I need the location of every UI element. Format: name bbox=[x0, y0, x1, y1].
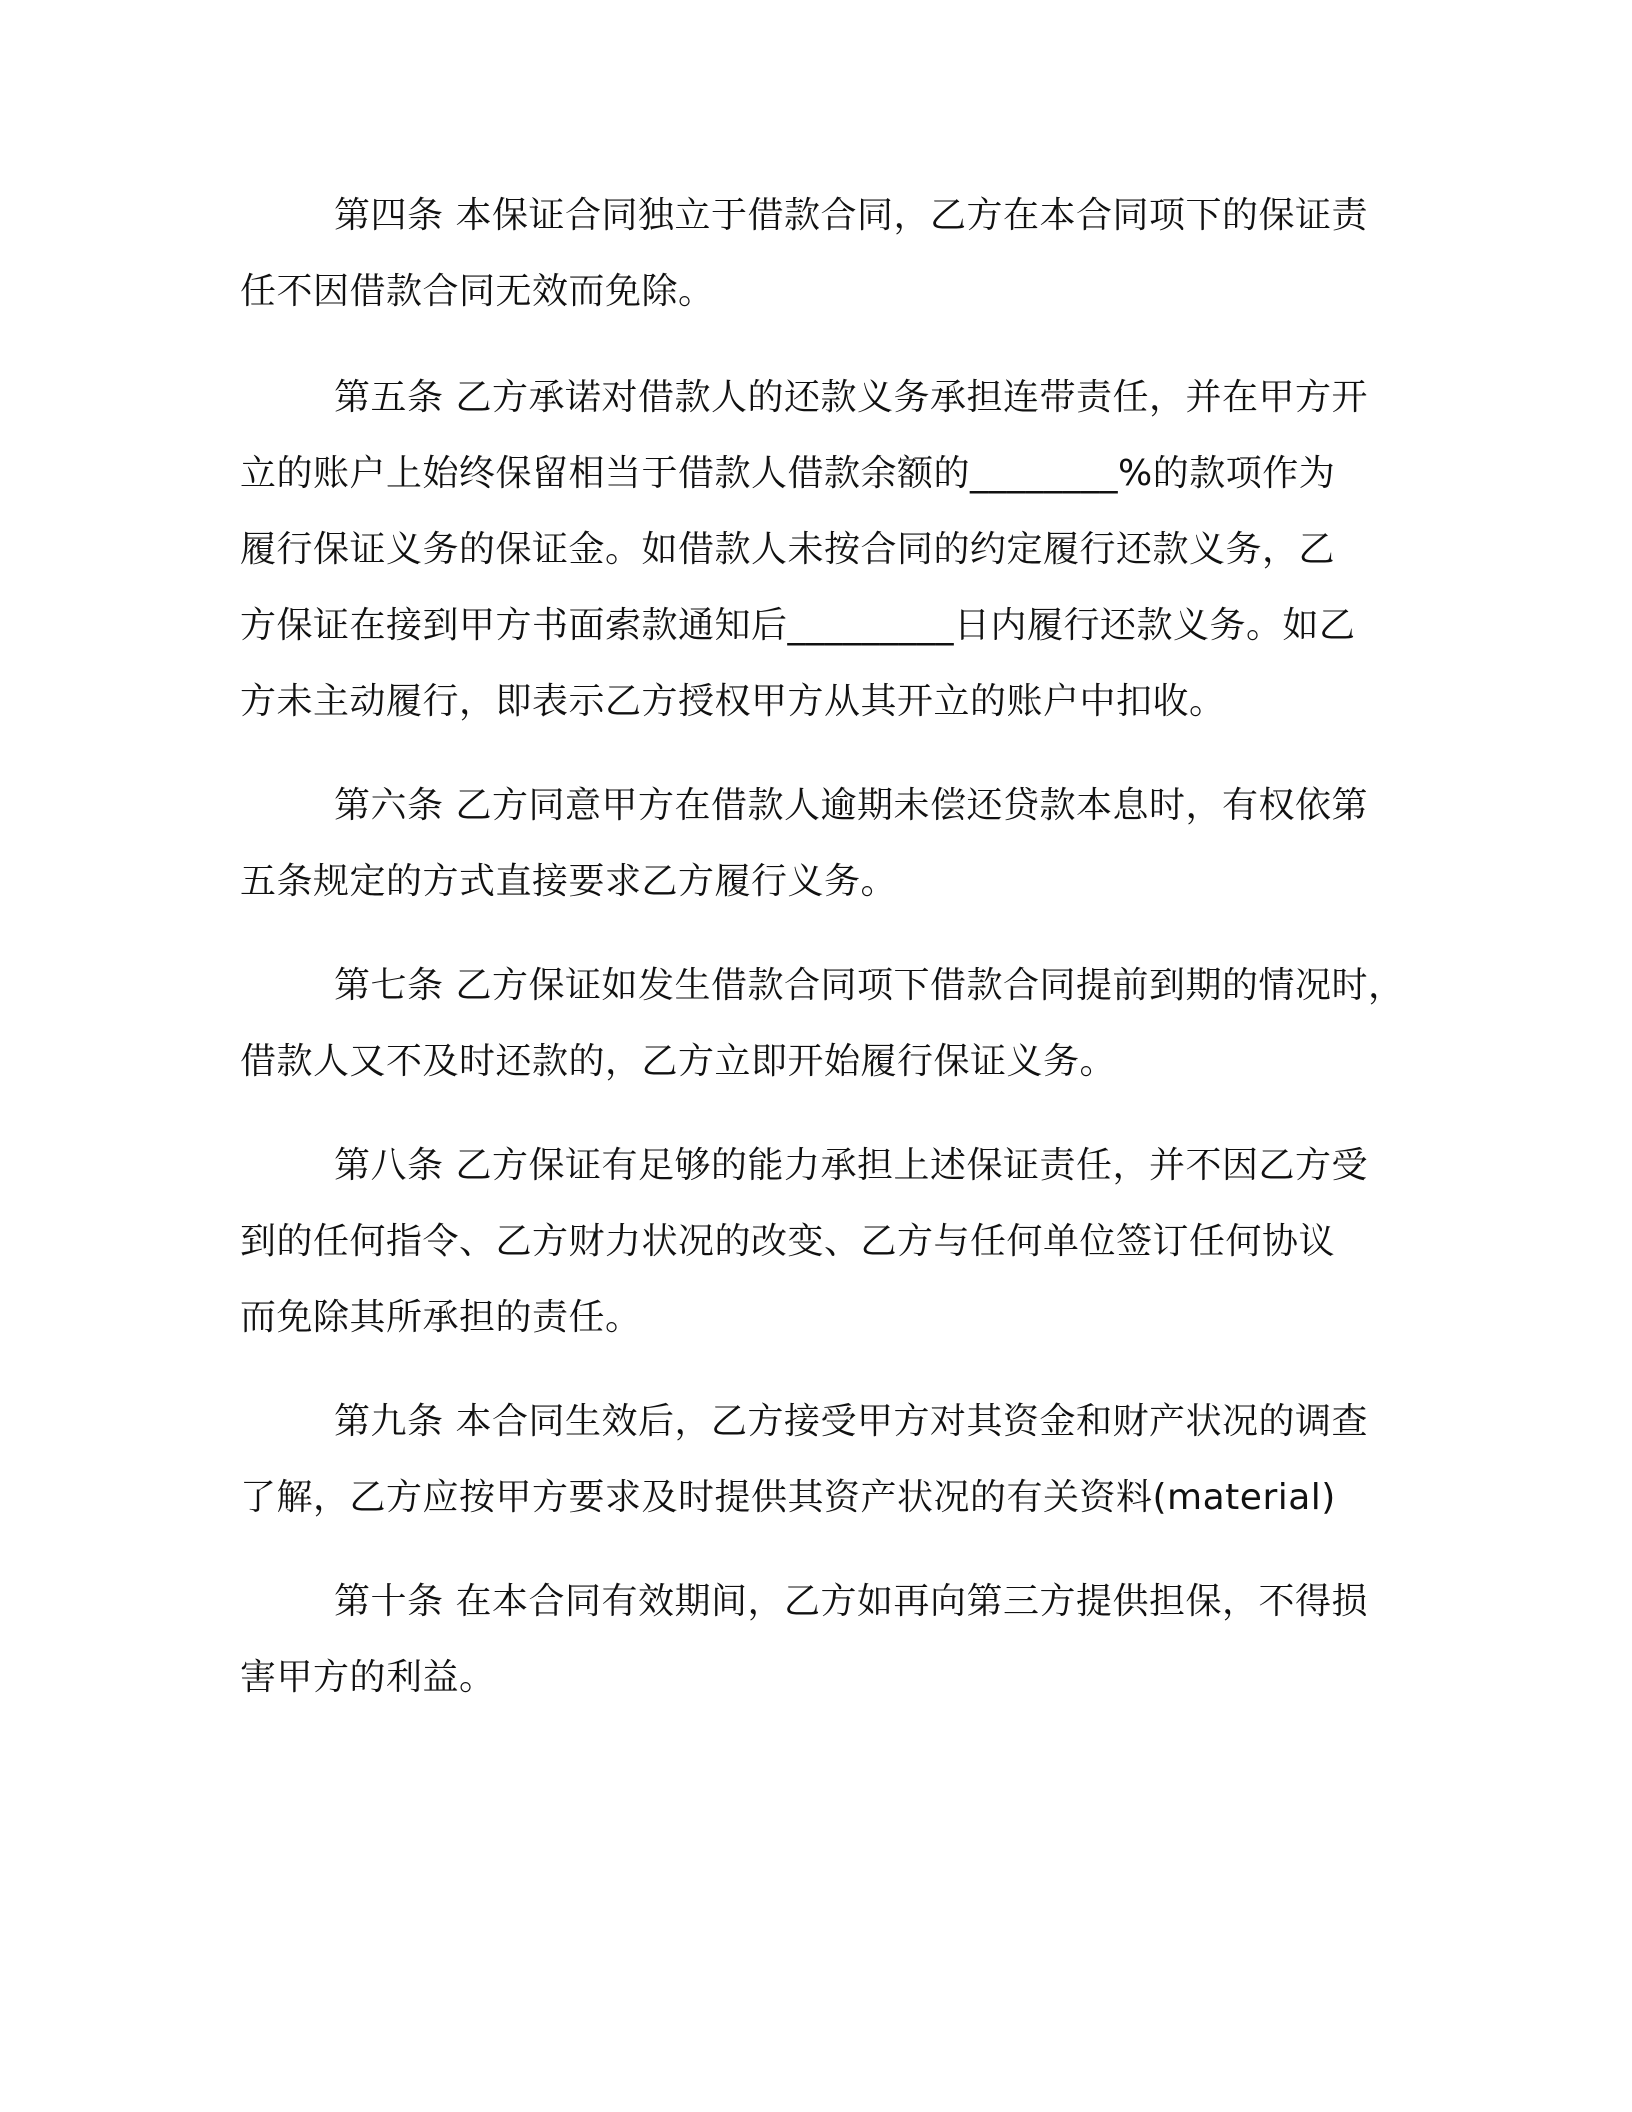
clause-5-line-5: 方未主动履行，即表示乙方授权甲方从其开立的账户中扣收。 bbox=[240, 681, 1226, 722]
clause-7-line-1: 第七条 乙方保证如发生借款合同项下借款合同提前到期的情况时， bbox=[334, 965, 1405, 1006]
clause-5-line-3: 履行保证义务的保证金。如借款人未按合同的约定履行还款义务，乙 bbox=[240, 529, 1336, 570]
clause-10-line-1: 第十条 在本合同有效期间，乙方如再向第三方提供担保，不得损 bbox=[334, 1581, 1368, 1622]
clause-5-line-4: 方保证在接到甲方书面索款通知后_________日内履行还款义务。如乙 bbox=[240, 605, 1356, 646]
clause-6-line-2: 五条规定的方式直接要求乙方履行义务。 bbox=[240, 861, 898, 902]
clause-10-line-2: 害甲方的利益。 bbox=[240, 1657, 496, 1698]
clause-9-line-1: 第九条 本合同生效后，乙方接受甲方对其资金和财产状况的调查 bbox=[334, 1401, 1368, 1442]
clause-4-line-1: 第四条 本保证合同独立于借款合同，乙方在本合同项下的保证责 bbox=[334, 195, 1368, 236]
clause-4-line-2: 任不因借款合同无效而免除。 bbox=[240, 271, 715, 312]
clause-8-line-1: 第八条 乙方保证有足够的能力承担上述保证责任，并不因乙方受 bbox=[334, 1145, 1368, 1186]
clause-6-line-1: 第六条 乙方同意甲方在借款人逾期未偿还贷款本息时，有权依第 bbox=[334, 785, 1368, 826]
clause-8-line-2: 到的任何指令、乙方财力状况的改变、乙方与任何单位签订任何协议 bbox=[240, 1221, 1336, 1262]
clause-8-line-3: 而免除其所承担的责任。 bbox=[240, 1297, 642, 1338]
clause-9-line-2: 了解，乙方应按甲方要求及时提供其资产状况的有关资料(material) bbox=[240, 1477, 1336, 1518]
clause-7-line-2: 借款人又不及时还款的，乙方立即开始履行保证义务。 bbox=[240, 1041, 1117, 1082]
clause-5-line-2: 立的账户上始终保留相当于借款人借款余额的________%的款项作为 bbox=[240, 453, 1336, 494]
clause-5-line-1: 第五条 乙方承诺对借款人的还款义务承担连带责任，并在甲方开 bbox=[334, 377, 1368, 418]
